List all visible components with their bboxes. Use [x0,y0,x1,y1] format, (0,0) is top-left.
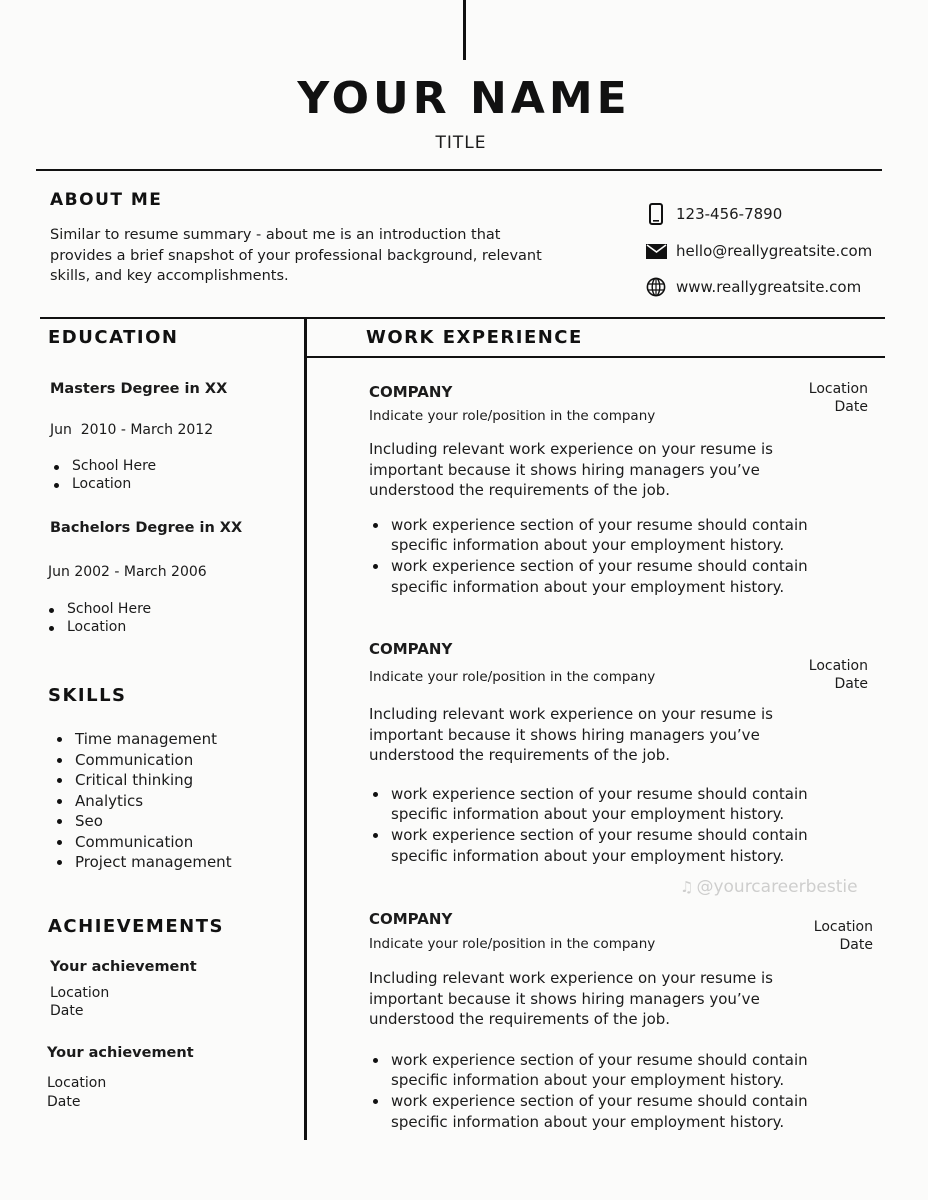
achievement-date: Date [50,1003,84,1019]
job-description: Including relevant work experience on your resume is important because it shows hiring managers you’ve understood the requirements of the job. [369,705,773,764]
degree-dates: Jun 2010 - March 2012 [50,422,214,438]
education-entry [50,381,300,493]
top-vertical-line [463,0,466,60]
mail-icon [645,240,667,262]
list-item: work experience section of your resume should contain specific information about your employment history. [369,825,819,867]
job-location-date [814,918,873,954]
list-item: Communication [53,750,298,771]
job-role: Indicate your role/position in the company [369,408,656,424]
globe-icon [645,276,667,298]
achievements-heading: ACHIEVEMENTS [48,916,224,937]
resume-title: TITLE [435,133,487,153]
list-item: work experience section of your resume should contain specific information about your employment history. [369,515,819,557]
list-item: Seo [53,811,298,832]
list-item: School Here [50,457,300,475]
job-entry [369,383,869,598]
job-date: Date [834,399,868,415]
achievement-title: Your achievement [50,959,197,975]
achievement-item [47,1045,194,1112]
job-bullets [369,1050,819,1133]
education-heading: EDUCATION [48,327,179,348]
skills-heading: SKILLS [48,685,127,706]
header-divider [36,169,882,171]
phone-text: 123-456-7890 [676,205,783,223]
achievement-location: Location [50,985,110,1001]
resume-name: YOUR NAME [297,73,631,124]
tiktok-icon: ♫ [680,878,694,896]
job-bullets [369,515,819,598]
column-divider [304,317,307,1140]
skills-list [53,729,298,873]
watermark-text: @yourcareerbestie [696,877,858,897]
section-divider-top [40,317,885,319]
job-description: Including relevant work experience on your resume is important because it shows hiring managers you’ve understood the requirements of the job. [369,969,773,1028]
work-heading: WORK EXPERIENCE [366,327,583,348]
job-role: Indicate your role/position in the company [369,936,656,952]
degree-title: Masters Degree in XX [50,381,228,397]
job-location: Location [808,381,868,397]
job-entry [369,910,869,1133]
job-date: Date [839,937,873,953]
job-entry [369,640,869,867]
email-text: hello@reallygreatsite.com [676,242,873,260]
about-heading: ABOUT ME [50,190,163,210]
list-item: Critical thinking [53,770,298,791]
company-name: COMPANY [369,640,453,658]
contact-email [645,240,872,262]
list-item: Project management [53,852,298,873]
degree-title: Bachelors Degree in XX [50,520,243,536]
achievement-date: Date [47,1094,81,1110]
list-item: School Here [45,600,298,618]
list-item: work experience section of your resume should contain specific information about your employment history. [369,784,819,826]
achievement-location: Location [47,1075,107,1091]
job-description: Including relevant work experience on your resume is important because it shows hiring managers you’ve understood the requirements of the job. [369,440,773,499]
achievement-title: Your achievement [47,1045,194,1061]
list-item: Location [50,475,300,493]
job-bullets [369,784,819,867]
work-heading-underline [307,356,885,358]
list-item: Analytics [53,791,298,812]
job-location-date [809,657,868,693]
list-item: Time management [53,729,298,750]
about-text: Similar to resume summary - about me is an introduction that provides a brief snapshot of your professional background, relevant skills, and key accomplishments. [50,227,542,284]
list-item: Location [45,618,298,636]
degree-dates: Jun 2002 - March 2006 [48,564,207,580]
company-name: COMPANY [369,383,453,401]
website-text: www.reallygreatsite.com [676,278,862,296]
list-item: work experience section of your resume should contain specific information about your employment history. [369,1091,819,1133]
job-location-date [809,380,868,416]
job-location: Location [808,658,868,674]
list-item: Communication [53,832,298,853]
achievement-item [50,959,197,1020]
contact-website [645,276,861,298]
company-name: COMPANY [369,910,453,928]
watermark [680,877,858,897]
job-role: Indicate your role/position in the company [369,669,656,685]
job-location: Location [813,919,873,935]
phone-icon [645,203,667,225]
education-entry [48,520,298,636]
contact-phone [645,203,782,225]
list-item: work experience section of your resume should contain specific information about your employment history. [369,1050,819,1092]
job-date: Date [834,676,868,692]
list-item: work experience section of your resume should contain specific information about your employment history. [369,556,819,598]
